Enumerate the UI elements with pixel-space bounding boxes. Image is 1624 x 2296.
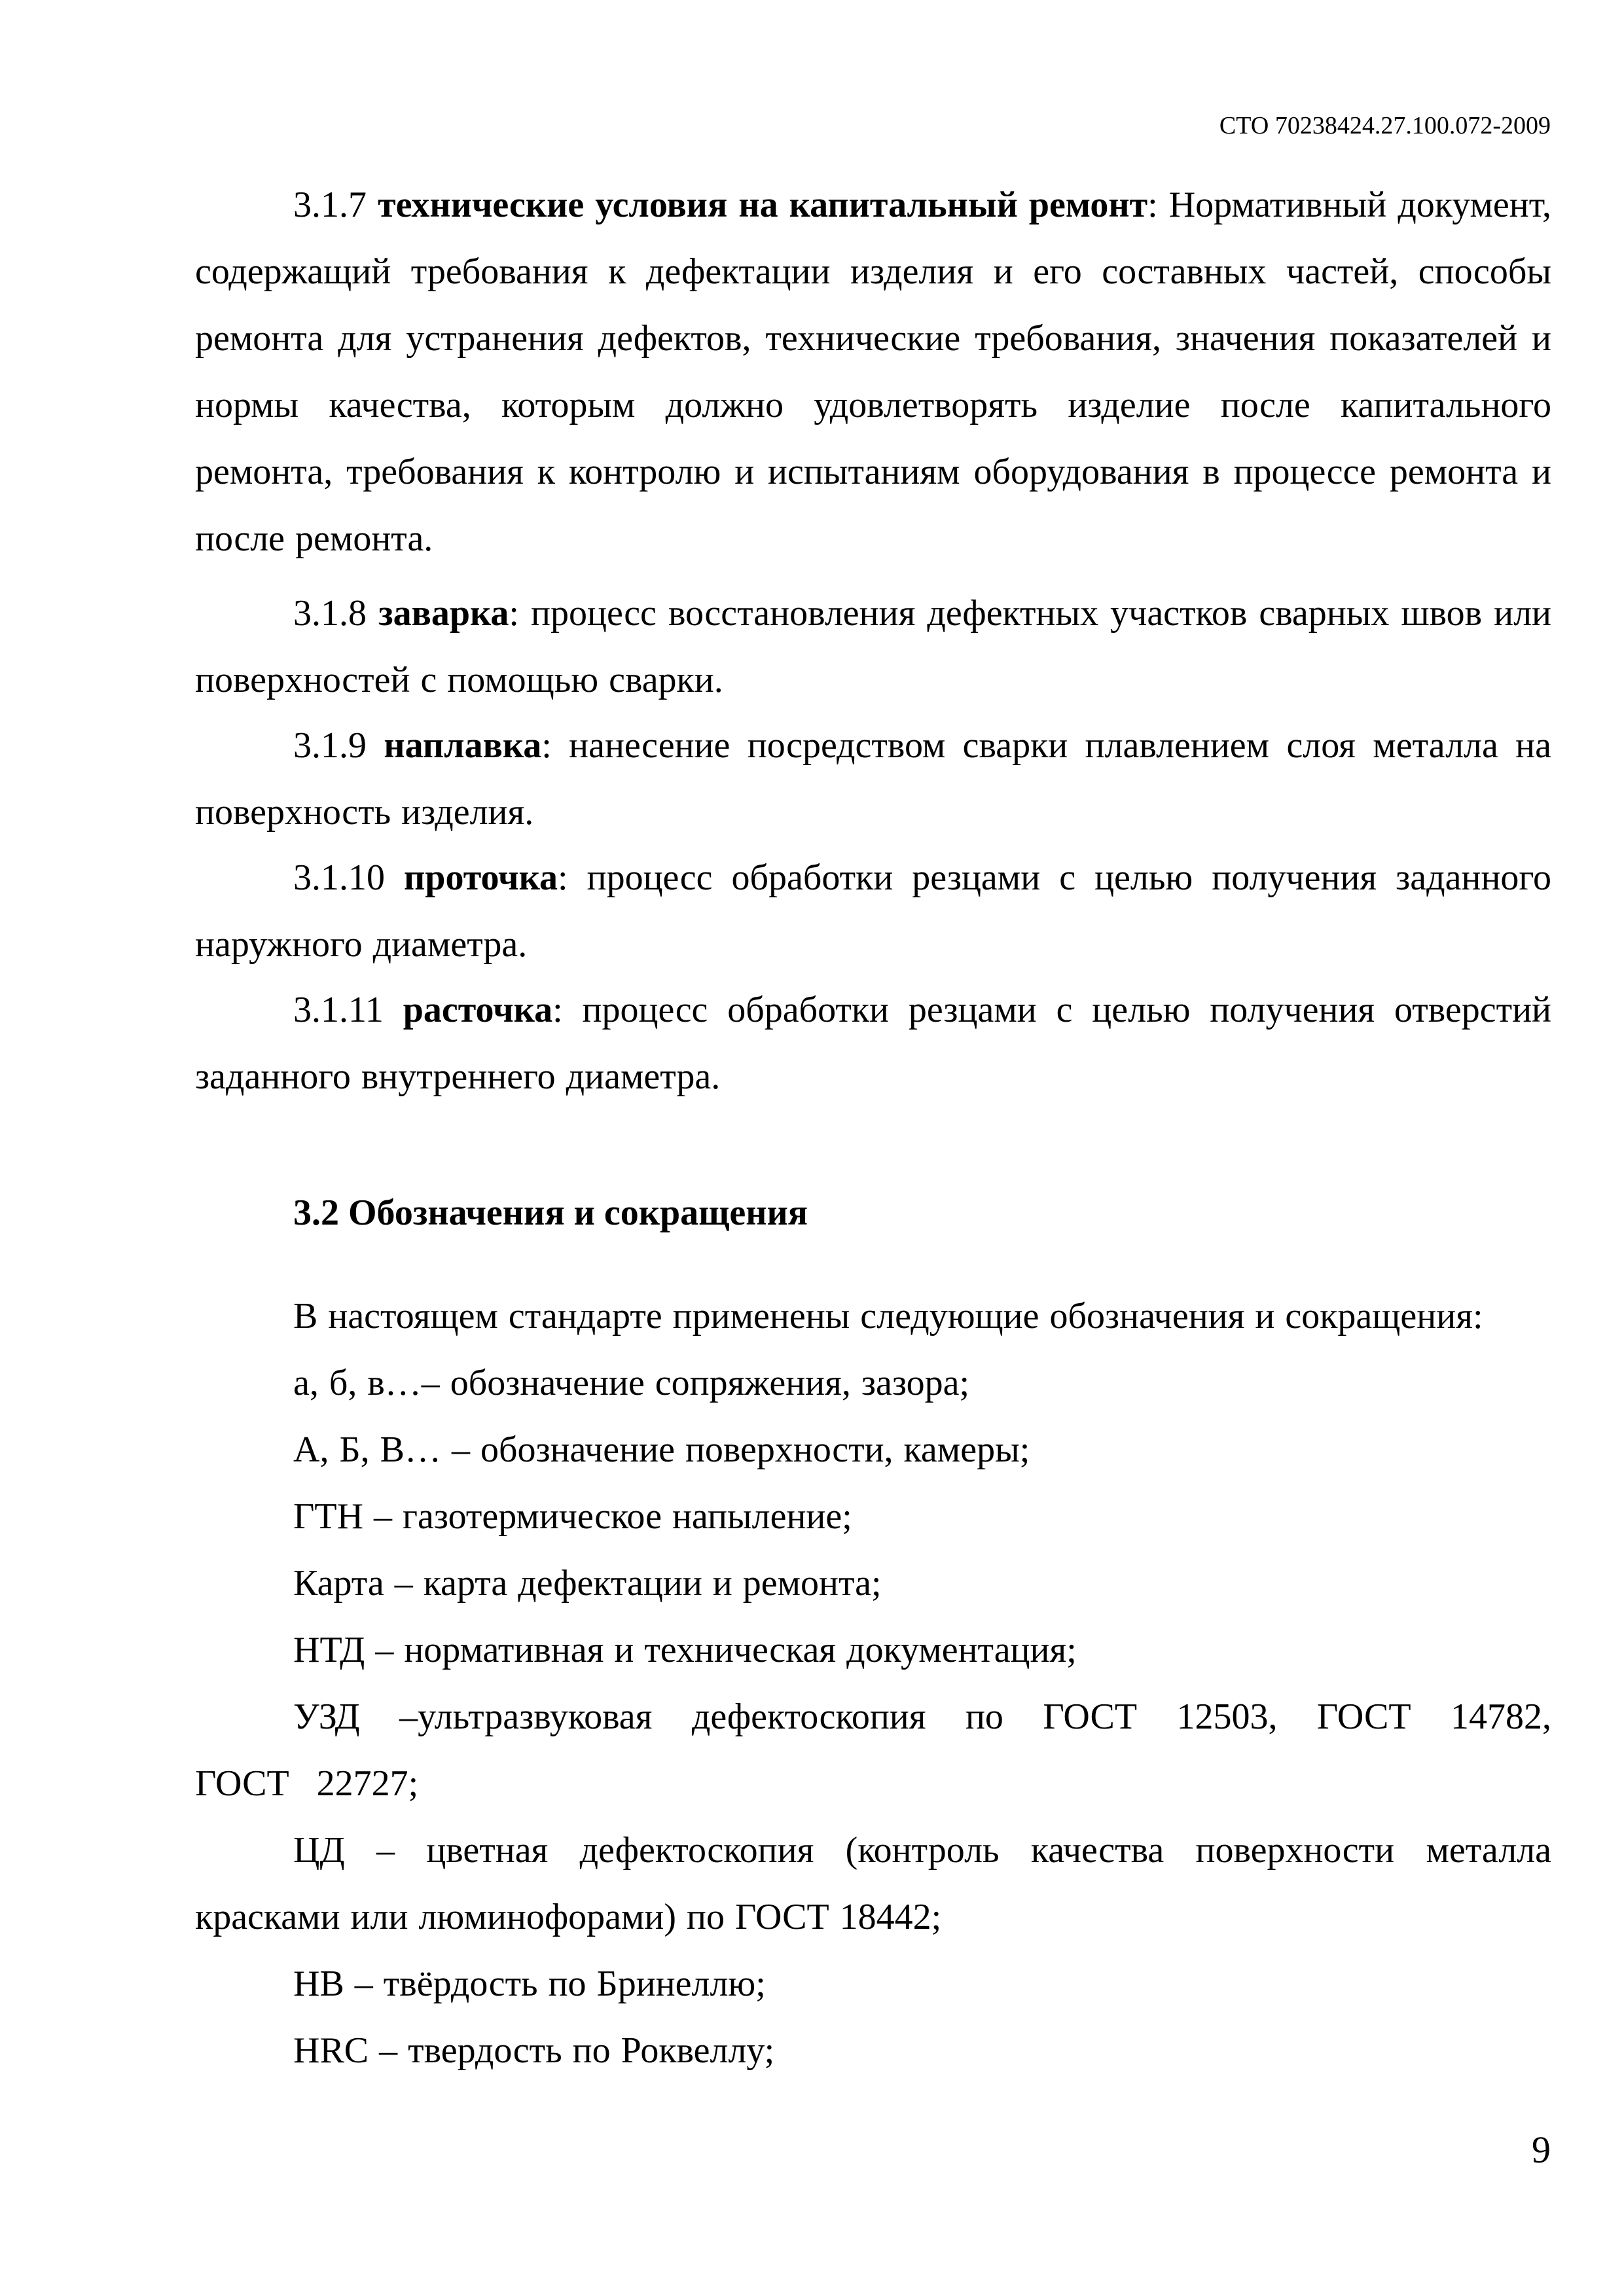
abbreviation-item: ГТН – газотермическое напыление; — [293, 1496, 852, 1537]
definition-paragraph — [195, 171, 1551, 572]
section-intro: В настоящем стандарте применены следующие обозначения и сокращения: — [293, 1296, 1483, 1336]
page-number: 9 — [1532, 2128, 1551, 2171]
abbreviation-item: Карта – карта дефектации и ремонта; — [293, 1563, 882, 1604]
definition-term: наплавка — [384, 725, 542, 766]
abbreviation-item: а, б, в…– обозначение сопряжения, зазора; — [293, 1363, 970, 1403]
definition-term: расточка — [403, 990, 553, 1030]
definition-3-1-11 — [195, 977, 1551, 1110]
definition-term: технические условия на капитальный ремонт — [378, 185, 1148, 225]
abbreviations-list — [195, 1283, 1551, 2084]
definition-number: 3.1.8 — [293, 593, 367, 634]
definition-text: : процесс обработки резцами с целью получения отверстий заданного внутреннего диаметра. — [195, 990, 1551, 1097]
abbreviation-item: HRC – твердость по Роквеллу; — [293, 2030, 775, 2071]
definition-number: 3.1.9 — [293, 725, 367, 766]
definition-3-1-8 — [195, 580, 1551, 713]
definition-text: : Нормативный документ, содержащий требования к дефектации изделия и его составных частей, способы ремонта для устранения дефектов, технические требования, значения показателей и нормы качества, которым должно удовлетворять изделие после капитального ремонта, требования к контролю и испытаниям оборудования в процессе ремонта и после ремонта. — [195, 185, 1552, 559]
abbreviation-item: НВ – твёрдость по Бринеллю; — [293, 1964, 766, 2004]
definition-paragraph — [195, 580, 1551, 713]
definition-number: 3.1.10 — [293, 857, 385, 898]
definition-paragraph — [195, 844, 1551, 978]
definition-3-1-10 — [195, 844, 1551, 978]
definition-text: : процесс восстановления дефектных участков сварных швов или поверхностей с помощью сварки. — [195, 593, 1552, 700]
definition-3-1-7 — [195, 171, 1551, 572]
definition-3-1-9 — [195, 712, 1551, 846]
abbreviation-item: УЗД –ультразвуковая дефектоскопия по ГОСТ 12503, ГОСТ 14782, ГОСТ 22727; — [195, 1696, 1551, 1804]
abbreviation-item: ЦД – цветная дефектоскопия (контроль качества поверхности металла красками или люминофорами) по ГОСТ 18442; — [195, 1830, 1551, 1937]
abbreviation-item: А, Б, В… – обозначение поверхности, камеры; — [293, 1429, 1030, 1470]
definition-text: : нанесение посредством сварки плавлением слоя металла на поверхность изделия. — [195, 725, 1552, 833]
abbreviation-item: НТД – нормативная и техническая документация; — [293, 1630, 1077, 1670]
definition-paragraph — [195, 977, 1551, 1110]
definition-term: проточка — [404, 857, 558, 898]
definition-number: 3.1.11 — [293, 990, 384, 1030]
definition-paragraph — [195, 712, 1551, 846]
document-code: СТО 70238424.27.100.072-2009 — [1219, 112, 1551, 139]
section-heading: 3.2 Обозначения и сокращения — [293, 1193, 808, 1233]
definition-text: : процесс обработки резцами с целью получения заданного наружного диаметра. — [195, 857, 1552, 965]
definition-number: 3.1.7 — [293, 185, 367, 225]
definition-term: заварка — [378, 593, 509, 634]
